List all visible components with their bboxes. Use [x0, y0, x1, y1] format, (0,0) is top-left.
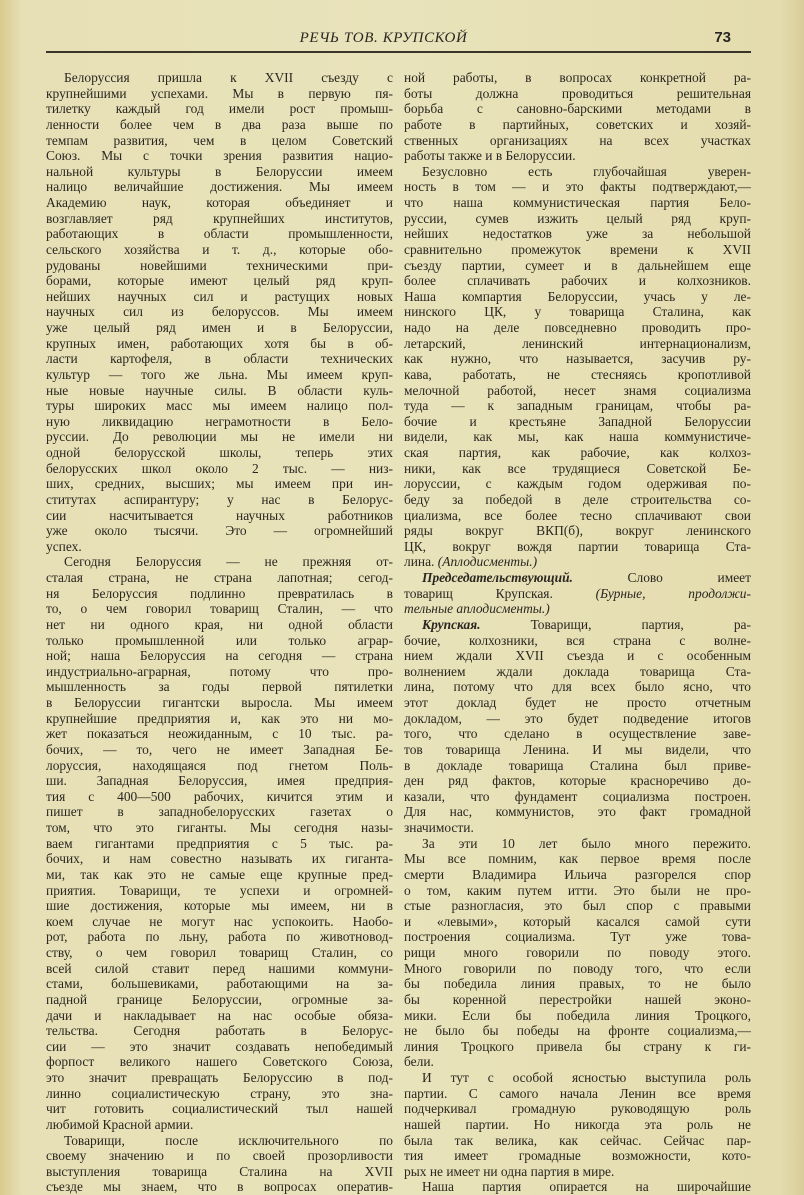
text-line: туда — к западным границам, чтобы ра- — [404, 398, 751, 414]
running-title: РЕЧЬ ТОВ. КРУПСКОЙ — [299, 30, 468, 46]
text-line: стые разногласия, это был спор с правыми — [404, 898, 751, 914]
text-line: том, что это гиганты. Мы сегодня назы- — [46, 820, 393, 835]
text-line: Много говорили по поводу того, что если — [404, 960, 751, 976]
text-line: подчеркивал громадную руководящую роль — [404, 1101, 751, 1117]
text-line: ной; наша Белоруссия на сегодня — страна — [46, 648, 393, 664]
text-line: культур — того же льна. Мы имеем круп- — [46, 366, 393, 382]
text-line: надо на деле повседневно проводить про- — [404, 320, 751, 335]
text-line: докладом, — это будет подведение итогов — [404, 710, 751, 726]
text-line: Для нас, коммунистов, это факт громадной — [404, 804, 751, 820]
text-line: что наша коммунистическая партия Бело- — [404, 195, 751, 210]
text-line: Союз. Мы с точки зрения развития нацио- — [46, 148, 393, 164]
text-line: построения социализма. Тут уже това- — [404, 929, 751, 945]
text-line: боты должна проводиться решительная — [404, 85, 751, 101]
text-line: уже около тысячи. Это — огромнейший — [46, 523, 393, 539]
text-line: работы также и в Белоруссии. — [404, 148, 576, 164]
text-line: в докладе товарища Сталина был приве- — [404, 757, 751, 773]
text-line: мики. Если бы победила линия Троцкого, — [404, 1007, 751, 1023]
text-line: Наша компартия Белоруссии, учась у ле- — [404, 288, 751, 304]
text-line: смерти Владимира Ильича разгорелся спор — [404, 866, 751, 882]
text-line: жет показаться неожиданным, с 10 тыс. ра- — [46, 726, 393, 742]
text-line: Крупская. Товарищи, партия, ра- — [422, 616, 751, 632]
text-line: линно социалистическую страну, это зна- — [46, 1085, 393, 1101]
text-line: бочие, колхозники, вся страна с волне- — [404, 632, 751, 648]
text-line: Академию наук, которая объединяет и — [46, 195, 393, 210]
text-line: бы коренной перестройки нашей эконо- — [404, 991, 751, 1007]
text-line: темпам развития, чем в целом Советский — [46, 132, 393, 148]
text-line: как нужно, что называется, засучив ру- — [404, 351, 751, 367]
text-line: ственных организациях на всех участках — [404, 132, 751, 148]
text-line: летарский, ленинский интернационализм, — [404, 335, 751, 351]
text-line: мелочной работой, несет знамя социализма — [404, 382, 751, 398]
text-line: тилетку каждый год имели рост промыш- — [46, 101, 393, 117]
speaker-name: Председательствующий. — [422, 570, 628, 585]
text-line: лина, потому что для всех было ясно, что — [404, 679, 751, 695]
text-line: волнением ждали доклада товарища Ста- — [404, 663, 751, 679]
text-line: сии — это значит создавать непобедимый — [46, 1038, 393, 1054]
text-line: съезду партии, сумеет и в дальнейшем еще — [404, 257, 751, 273]
running-head — [46, 28, 751, 52]
text-line: бочих, и нам совестно называть их гиганта- — [46, 851, 393, 867]
text-line: борьба с сановно-барскими методами в — [404, 101, 751, 117]
text-line: работающих в области промышленности, — [46, 226, 393, 242]
text-line: рищи много говорили по поводу этого. — [404, 945, 751, 960]
text-line: научных сил из белоруссов. Мы имеем — [46, 304, 393, 320]
text-line: бочих, — то, чего не имеет Западная Бе- — [46, 741, 393, 757]
text-line: крупнейшие предприятия и, как это ни мо- — [46, 710, 393, 726]
text-line: лоруссия, находящаяся под гнетом Поль- — [46, 757, 393, 773]
text-line: налицо величайшие достижения. Мы имеем — [46, 179, 393, 195]
text-line: ряды вокруг ВКП(б), вокруг ленинского — [404, 523, 751, 539]
text-line: успех. — [46, 538, 82, 554]
text-line: форпост великого нашего Советского Союза, — [46, 1054, 393, 1070]
text-line: нет ни одного края, ни одной области — [46, 616, 393, 632]
text-line — [404, 601, 751, 617]
text-line: сельского хозяйства и т. д., которые обо- — [46, 241, 393, 257]
text-line: сталая страна, не страна лапотная; сегод- — [46, 570, 393, 585]
text-line: кава, работать, не стесняясь кропотливой — [404, 366, 751, 382]
text-line: тия имеет громадные возможности, кото- — [404, 1148, 751, 1164]
text-line: руссии. До революции мы не имели ни — [46, 429, 393, 445]
text-line: туры широких масс мы имеем налицо пол- — [46, 398, 393, 414]
text-line: Безусловно есть глубочайшая уверен- — [422, 163, 751, 179]
text-line: руссии, сумев изжить целый ряд круп- — [404, 210, 751, 226]
text-line: работе в партийных, советских и хозяй- — [404, 116, 751, 132]
text-line: сравнительно промежуток времени к XVII — [404, 241, 751, 257]
text-line: того, что сделано в осуществление заве- — [404, 726, 751, 742]
text-line: нием ждали XVII съезда и с особенным — [404, 648, 751, 664]
text-line: о том, каким путем итти. Это были не про- — [404, 882, 751, 898]
text-line: только промышленной или только аграр- — [46, 632, 393, 648]
text-line: чит готовить социалистический тыл нашей — [46, 1101, 393, 1117]
text-line: стами, большевиками, работающими на за- — [46, 976, 393, 992]
text-line: тов товарища Ленина. И мы видели, что — [404, 741, 751, 757]
text-line: Мы все помним, как первое время после — [404, 851, 751, 867]
text-line: борами, которые имеют целый ряд круп- — [46, 273, 393, 289]
text-line: ству, о чем говорил товарищ Сталин, со — [46, 945, 393, 960]
right-column — [404, 70, 751, 1195]
speaker-name: Крупская. — [422, 616, 531, 632]
text-line: возглавляет ряд крупнейших институтов, — [46, 210, 393, 226]
text-line: ную ликвидацию неграмотности в Бело- — [46, 413, 393, 429]
text-line: тия с 400—500 рабочих, кичится этим и — [46, 788, 393, 804]
text-line: одной белорусской школы, теперь этих — [46, 445, 393, 460]
text-line: более сплачивать рабочих и колхозников. — [404, 273, 751, 289]
text-line: ленности более чем в два раза выше по — [46, 116, 393, 132]
text-line: ская партия, как рабочие, как колхоз- — [404, 445, 751, 460]
text-line: Наша партия опирается на широчайшие — [422, 1179, 751, 1195]
text-line: своему значению и по своей прозорливости — [46, 1148, 393, 1164]
header-rule — [46, 51, 751, 53]
text-line: ших, средних, высших; мы имеем при ин- — [46, 476, 393, 492]
text-line: съезде мы знаем, что в вопросах оператив- — [46, 1179, 393, 1195]
text-line: За эти 10 лет было много пережито. — [422, 835, 751, 851]
text-line: индустриально-аграрная, потому что про- — [46, 663, 393, 679]
text-line: ми, так как это не самые еще крупные пред- — [46, 866, 393, 882]
left-column — [46, 70, 393, 1195]
text-line: ши. Западная Белоруссия, имея предприя- — [46, 773, 393, 789]
text-line: крупных имен, работающих хотя бы в об- — [46, 335, 393, 351]
text-line: ститутах аспирантуру; у нас в Белорус- — [46, 491, 393, 507]
text-line: нашей партии. Но никогда эта роль не — [404, 1116, 751, 1132]
text-line: приятия. Товарищи, те успехи и огромней- — [46, 882, 393, 898]
text-line: тельства. Сегодня работать в Белорус- — [46, 1023, 393, 1039]
text-line: коем случае не могут нас успокоить. Наобо- — [46, 913, 393, 929]
text-line: любимой Красной армии. — [46, 1116, 194, 1132]
text-line: казали, что фундамент социализма построен. — [404, 788, 751, 804]
text-line: ваем гигантами предприятия с 5 тыс. ра- — [46, 835, 393, 851]
text-line: дачи и накладывает на нас особые обяза- — [46, 1007, 393, 1023]
text-line: этот доклад будет не просто отчетным — [404, 695, 751, 710]
text-line: уже целый ряд имен и в Белоруссии, — [46, 320, 393, 335]
stage-direction: тельные аплодисменты.) — [404, 601, 550, 617]
text-line: ден ряд фактов, которые красноречиво до- — [404, 773, 751, 789]
text-line: рых не имеет ни одна партия в мире. — [404, 1163, 615, 1179]
text-line: линия Троцкого привела бы страну к ги- — [404, 1038, 751, 1054]
text-line: лина. (Аплодисменты.) — [404, 554, 538, 570]
text-line: нинского ЦК, у товарища Сталина, как — [404, 304, 751, 320]
text-line: белорусских школ около 2 тыс. — низ- — [46, 460, 393, 476]
text-line: шие достижения, которые мы имеем, ни в — [46, 898, 393, 914]
text-line: выступления товарища Сталина на XVII — [46, 1163, 393, 1179]
text-line: циализма, все более тесно сплачивают свои — [404, 507, 751, 523]
text-line: нейших научных сил и растущих новых — [46, 288, 393, 304]
text-line: партии. С самого начала Ленин все время — [404, 1085, 751, 1101]
text-line: товарищ Крупская. (Бурные, продолжи- — [404, 585, 751, 601]
text-line: пишет в западнобелорусских газетах о — [46, 804, 393, 820]
text-line: сии насчитывается научных работников — [46, 507, 393, 523]
text-line: Сегодня Белоруссия — не прежняя от- — [64, 554, 393, 570]
text-line: беду за победой в деле строительства со- — [404, 491, 751, 507]
text-line: бели. — [404, 1054, 434, 1070]
text-line: это значит превращать Белоруссию в под- — [46, 1070, 393, 1085]
text-line: видели, как мы, как наша коммунистиче- — [404, 429, 751, 445]
text-line: ласти картофеля, в области технических — [46, 351, 393, 367]
text-line: ность в том — и это факты подтверждают,— — [404, 179, 751, 195]
text-line: в Белоруссии гигантски выросла. Мы имеем — [46, 695, 393, 710]
text-line: ные новые научные силы. В области куль- — [46, 382, 393, 398]
text-line: рудованы новейшими техническими при- — [46, 257, 393, 273]
text-line: значимости. — [404, 820, 474, 835]
text-line: ники, как все трудящиеся Советской Бе- — [404, 460, 751, 476]
text-line: бы победила линия правых, то не было — [404, 976, 751, 992]
text-line: нейших недостатков уже за небольшой — [404, 226, 751, 242]
text-line: была так велика, как сейчас. Сейчас пар- — [404, 1132, 751, 1148]
text-line: лоруссии, с каждым годом одерживая по- — [404, 476, 751, 492]
text-line: мышленность за годы первой пятилетки — [46, 679, 393, 695]
text-line: падной границе Белоруссии, огромные за- — [46, 991, 393, 1007]
text-line: ЦК, вокруг вождя партии товарища Ста- — [404, 538, 751, 554]
text-line: всей силой ставит перед нашими коммуни- — [46, 960, 393, 976]
text-line: И тут с особой ясностью выступила роль — [422, 1070, 751, 1085]
text-line: ной работы, в вопросах конкретной ра- — [404, 70, 751, 85]
text-line: бочие и крестьяне Западной Белоруссии — [404, 413, 751, 429]
text-line: нальной культуры в Белоруссии имеем — [46, 163, 393, 179]
stage-direction: (Бурные, продолжи- — [595, 585, 751, 601]
text-line: не было бы победы на фронте социализма,— — [404, 1023, 751, 1039]
text-line: рот, работа по льну, работа по животновод- — [46, 929, 393, 945]
text-line: ня Белоруссия подлинно превратилась в — [46, 585, 393, 601]
text-line: крупнейшими успехами. Мы в первую пя- — [46, 85, 393, 101]
text-line: Председательствующий. Слово имеет — [422, 570, 752, 585]
stage-direction: (Аплодисменты.) — [437, 554, 538, 570]
page-number: 73 — [714, 29, 731, 46]
text-line: и «левыми», который касался самой сути — [404, 913, 751, 929]
text-line: Товарищи, после исключительного по — [64, 1132, 393, 1148]
text-line: то, о чем говорил товарищ Сталин, — что — [46, 601, 393, 617]
text-line: Белоруссия пришла к XVII съезду с — [64, 70, 393, 85]
